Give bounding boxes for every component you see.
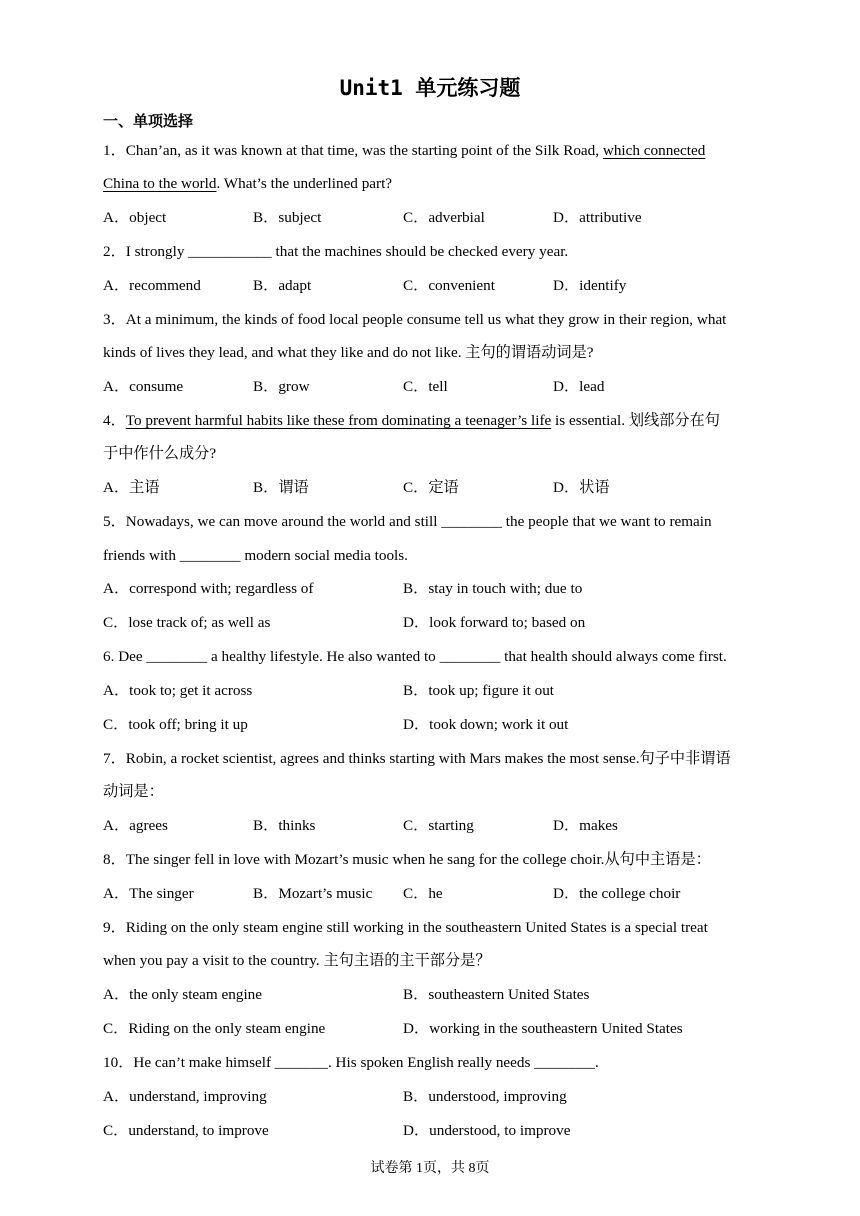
question-5-line-2: friends with ________ modern social media tools. [103,547,408,564]
section-heading: 一、单项选择 [103,112,194,130]
q5-option-b: B．stay in touch with; due to [403,580,583,597]
q6-option-a: A．took to; get it across [103,682,253,699]
q2-option-b: B．adapt [253,277,312,294]
q3-option-b: B．grow [253,378,310,395]
question-9-line-1: 9．Riding on the only steam engine still working in the southeastern United States is a special treat [103,919,708,936]
q6-option-c: C．took off; bring it up [103,716,248,733]
q5-option-d: D．look forward to; based on [403,614,586,631]
q10-option-c: C．understand, to improve [103,1122,269,1139]
q3-option-d: D．lead [553,378,605,395]
q3-option-c: C．tell [403,378,448,395]
q3-option-a: A．consume [103,378,184,395]
q1-option-b: B．subject [253,209,322,226]
q2-option-a: A．recommend [103,277,201,294]
question-5-line-1: 5．Nowadays, we can move around the world and still ________ the people that we want to remain [103,513,712,530]
q7-option-d: D．makes [553,817,618,834]
q7-option-b: B．thinks [253,817,316,834]
question-6-line-1: 6. Dee ________ a healthy lifestyle. He also wanted to ________ that health should always come first. [103,648,727,665]
question-text: 1．Chan’an, as it was known at that time, was the starting point of the Silk Road, [103,142,603,159]
q4-option-c: C．定语 [403,479,459,496]
q1-option-a: A．object [103,209,167,226]
q8-option-d: D．the college choir [553,885,681,902]
q5-option-a: A．correspond with; regardless of [103,580,314,597]
question-1-line-1 [103,139,705,163]
q9-option-d: D．working in the southeastern United States [403,1020,683,1037]
q10-option-d: D．understood, to improve [403,1122,571,1139]
underlined-text: China to the world [103,175,217,192]
q7-option-a: A．agrees [103,817,168,834]
q1-option-c: C．adverbial [403,209,485,226]
q6-option-b: B．took up; figure it out [403,682,555,699]
question-3-line-2: kinds of lives they lead, and what they like and do not like. 主句的谓语动词是? [103,344,594,361]
question-7-line-2: 动词是： [103,783,164,800]
q9-option-b: B．southeastern United States [403,986,590,1003]
q6-option-d: D．took down; work it out [403,716,569,733]
question-3-line-1: 3．At a minimum, the kinds of food local people consume tell us what they grow in their region, what [103,311,727,328]
q4-option-b: B．谓语 [253,479,309,496]
question-10-line-1: 10．He can’t make himself _______. His spoken English really needs ________. [103,1054,599,1071]
question-text: is essential. 划线部分在句 [551,412,720,429]
question-text: . What’s the underlined part? [216,175,393,192]
q7-option-c: C．starting [403,817,474,834]
q9-option-c: C．Riding on the only steam engine [103,1020,326,1037]
q8-option-b: B．Mozart’s music [253,885,373,902]
page-title: Unit1 单元练习题 [339,76,521,100]
question-9-line-2: when you pay a visit to the country. 主句主语的主干部分是？ [103,952,491,969]
q5-option-c: C．lose track of; as well as [103,614,271,631]
question-number: 4． [103,412,126,429]
question-8-line-1: 8．The singer fell in love with Mozart’s music when he sang for the college choir.从句中主语是： [103,851,711,868]
question-2-line-1: 2．I strongly ___________ that the machines should be checked every year. [103,243,569,260]
q2-option-c: C．convenient [403,277,495,294]
q10-option-b: B．understood, improving [403,1088,567,1105]
q8-option-c: C．he [403,885,443,902]
question-1-line-2 [103,172,392,196]
underlined-text: which connected [602,142,706,159]
q4-option-d: D．状语 [553,479,610,496]
underlined-text: To prevent harmful habits like these from dominating a teenager’s life [125,412,552,429]
q9-option-a: A．the only steam engine [103,986,263,1003]
q8-option-a: A．The singer [103,885,194,902]
q10-option-a: A．understand, improving [103,1088,267,1105]
q4-option-a: A．主语 [103,479,160,496]
question-4-line-1 [103,409,720,433]
question-4-line-2: 于中作什么成分? [103,445,217,462]
page-footer: 试卷第 1页，共 8页 [370,1161,490,1176]
q2-option-d: D．identify [553,277,627,294]
q1-option-d: D．attributive [553,209,642,226]
question-7-line-1: 7．Robin, a rocket scientist, agrees and thinks starting with Mars makes the most sense.句子中非谓语 [103,750,731,767]
